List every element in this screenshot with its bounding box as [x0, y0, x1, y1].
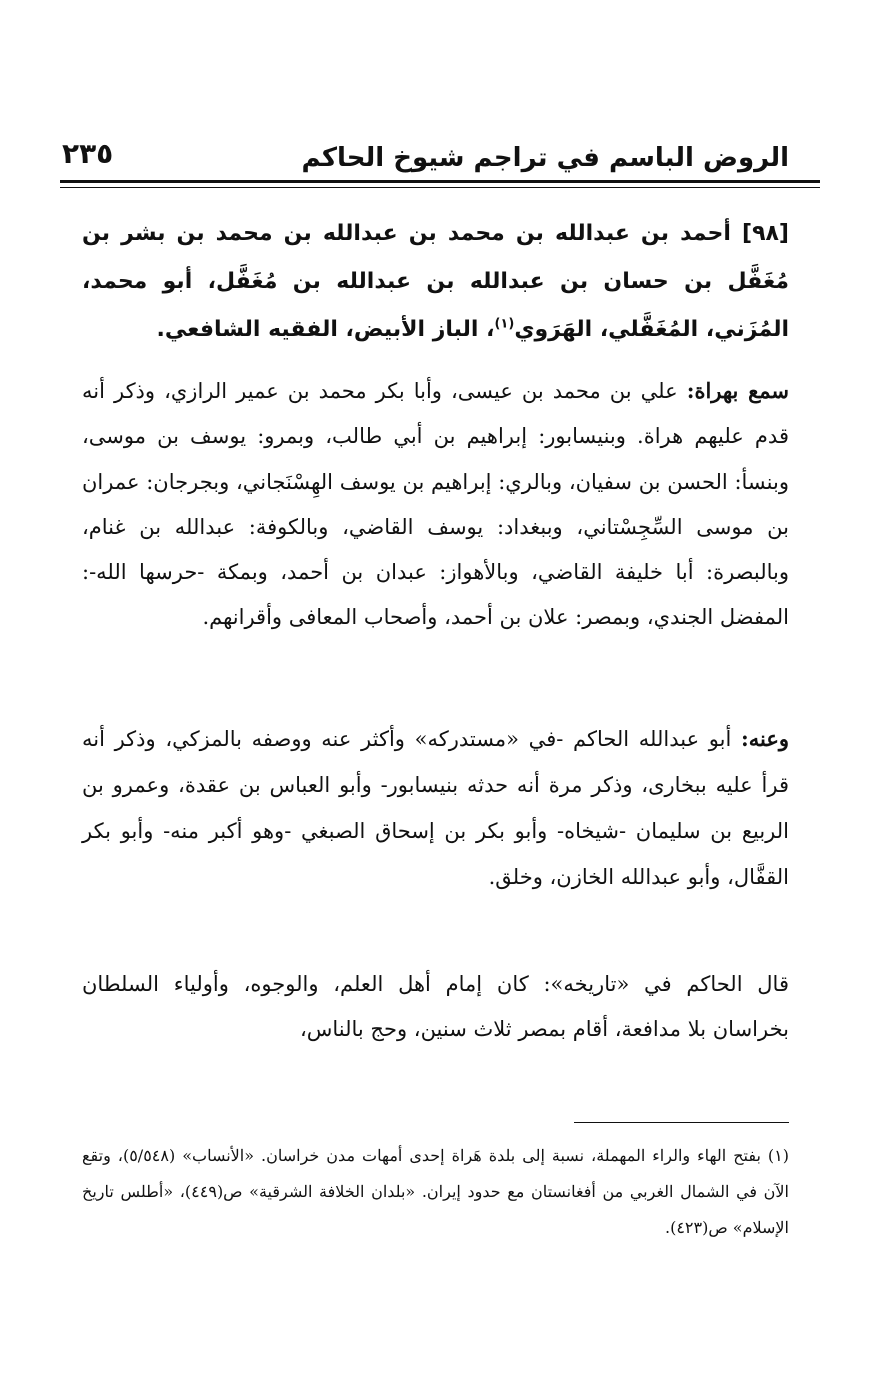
running-title: الروض الباسم في تراجم شيوخ الحاكم: [301, 143, 789, 173]
entry-number: [٩٨]: [742, 221, 789, 246]
students-label: وعنه:: [740, 726, 789, 751]
page-number: ٢٣٥: [62, 137, 114, 170]
footnote-rule: [574, 1122, 789, 1123]
quote-paragraph: [82, 962, 789, 1052]
students-text: أبو عبدالله الحاكم -في «مستدركه» وأكثر عنه ووصفه بالمزكي، وذكر أنه قرأ عليه ببخارى، وذكر مرة أنه حدثه بنيسابور- وأبو العباس بن عقدة، وعمرو بن الربيع بن سليمان -شيخاه- وأبو بكر بن إسحاق الصبغي -وهو أكبر منه- وأبو بكر القفَّال، وأبو عبدالله الخازن، وخلق.: [82, 727, 789, 889]
quote-text: قال الحاكم في «تاريخه»: كان إمام أهل العلم، والوجوه، وأولياء السلطان بخراسان بلا مدافعة، أقام بمصر ثلاث سنين، وحج بالناس،: [82, 972, 789, 1041]
teachers-text: علي بن محمد بن عيسى، وأبا بكر محمد بن عمير الرازي، وذكر أنه قدم عليهم هراة. وبنيسابور: إبراهيم بن أبي طالب، وبمرو: يوسف بن موسى، وبنسأ: الحسن بن سفيان، وبالري: إبراهيم بن يوسف الهِسْنَجاني، وبجرجان: عمران بن موسى السِّجِسْتاني، وببغداد: يوسف القاضي، وبالكوفة: عبدالله بن غنام، وبالبصرة: أبا خليفة القاضي، وبالأهواز: عبدان بن أحمد، وبمكة -حرسها الله-: المفضل الجندي، وبمصر: علان بن أحمد، وأصحاب المعافى وأقرانهم.: [82, 379, 789, 630]
entry-title: ، الباز الأبيض، الفقيه الشافعي.: [156, 317, 495, 342]
header-rule: [60, 180, 820, 188]
students-paragraph: [82, 716, 789, 900]
teachers-paragraph: [82, 368, 789, 641]
teachers-label: سمع بهراة:: [686, 378, 789, 403]
entry-name: أحمد بن عبدالله بن محمد بن عبدالله بن محمد بن بشر بن مُغَفَّل بن حسان بن عبدالله بن عبدالله بن مُغَفَّل، أبو محمد، المُزَني، المُغَفَّلي، الهَرَوي: [82, 221, 789, 342]
entry-heading: [82, 210, 789, 354]
footnote: (١) بفتح الهاء والراء المهملة، نسبة إلى بلدة هَراة إحدى أمهات مدن خراسان. «الأنساب» (٥/٥٤٨)، وتقع الآن في الشمال الغربي من أفغانستان مع حدود إيران. «بلدان الخلافة الشرقية» ص(٤٤٩)، «أطلس تاريخ الإسلام» ص(٤٢٣).: [82, 1146, 790, 1237]
footnote-reference[interactable]: (١): [494, 316, 515, 332]
